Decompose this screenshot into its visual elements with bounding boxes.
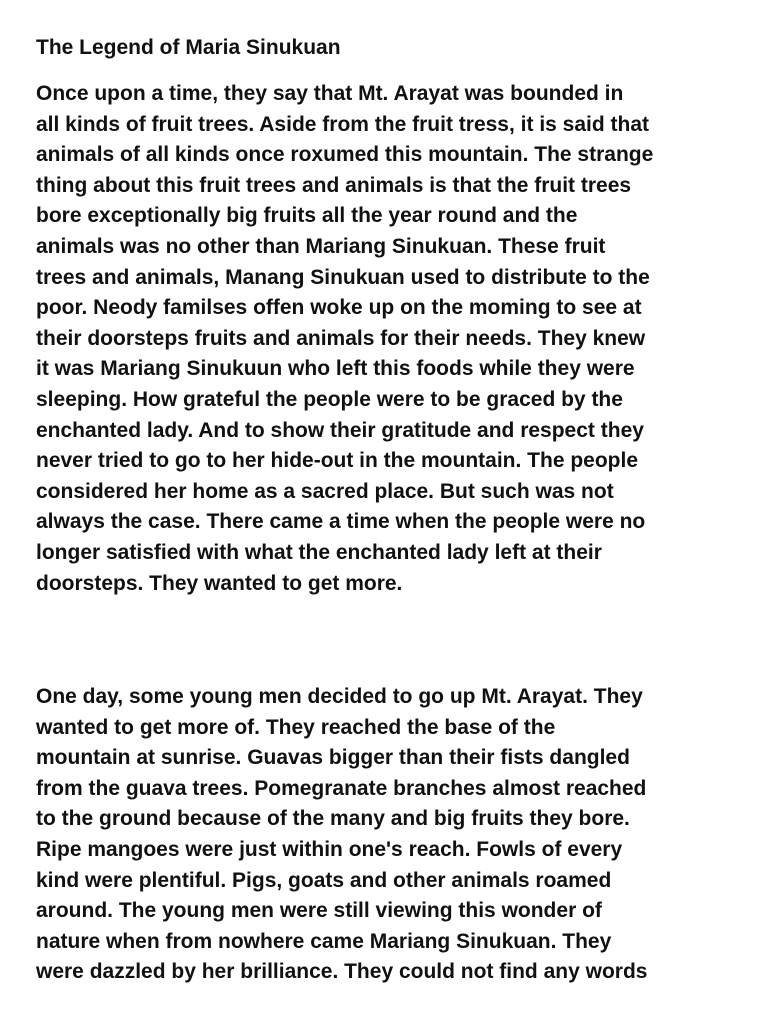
paragraph-line: One day, some young men decided to go up Mt. Arayat. They [36, 685, 643, 708]
paragraph-2 [36, 682, 736, 988]
paragraph-line: considered her home as a sacred place. But such was not [36, 479, 614, 503]
paragraph-line: from the guava trees. Pomegranate branches almost reached [36, 776, 647, 800]
paragraph-line: animals of all kinds once roxumed this mountain. The strange [36, 143, 654, 167]
paragraph-line: wanted to get more of. They reached the base of the [36, 715, 556, 739]
paragraph-line: poor. Neody familses offen woke up on the moming to see at [36, 296, 642, 320]
paragraph-line: kind were plentiful. Pigs, goats and other animals roamed [36, 868, 612, 892]
paragraph-line: around. The young men were still viewing this wonder of [36, 899, 602, 923]
paragraph-line: longer satisfied with what the enchanted lady left at their [36, 540, 602, 564]
paragraph-line: nature when from nowhere came Mariang Sinukuan. They [36, 929, 612, 953]
paragraph-line: enchanted lady. And to show their gratitude and respect they [36, 418, 644, 442]
paragraph-line: their doorsteps fruits and animals for their needs. They knew [36, 326, 646, 350]
paragraph-line: sleeping. How grateful the people were to be graced by the [36, 387, 623, 411]
paragraph-line: never tried to go to her hide-out in the mountain. The people [36, 449, 639, 473]
paragraph-line: were dazzled by her brilliance. They could not find any words [36, 960, 648, 984]
document-title: The Legend of Maria Sinukuan [36, 36, 341, 59]
paragraph-line: always the case. There came a time when the people were no [36, 510, 646, 534]
paragraph-line: Once upon a time, they say that Mt. Arayat was bounded in [36, 82, 624, 105]
paragraph-line: it was Mariang Sinukuun who left this foods while they were [36, 357, 635, 381]
paragraph-line: doorsteps. They wanted to get more. [36, 571, 403, 595]
paragraph-line: Ripe mangoes were just within one's reach. Fowls of every [36, 837, 623, 861]
paragraph-1 [36, 79, 736, 599]
paragraph-line: to the ground because of the many and big fruits they bore. [36, 807, 630, 831]
paragraph-line: thing about this fruit trees and animals is that the fruit trees [36, 173, 632, 197]
paragraph-line: mountain at sunrise. Guavas bigger than their fists dangled [36, 746, 630, 770]
paragraph-line: animals was no other than Mariang Sinukuan. These fruit [36, 234, 606, 258]
paragraph-line: all kinds of fruit trees. Aside from the fruit tress, it is said that [36, 112, 650, 136]
paragraph-line: bore exceptionally big fruits all the year round and the [36, 204, 578, 228]
paragraph-line: trees and animals, Manang Sinukuan used to distribute to the [36, 265, 650, 289]
